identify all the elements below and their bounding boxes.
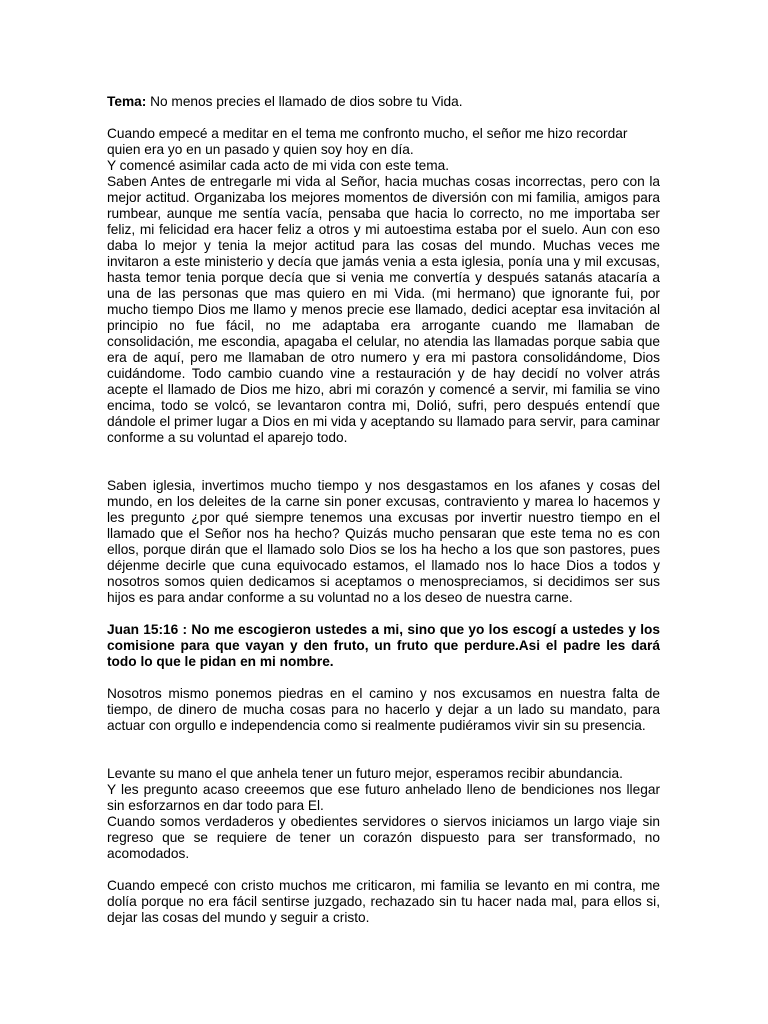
paragraph-4-line-3: Cuando somos verdaderos y obedientes servidores o siervos iniciamos un largo viaje sin regreso que se requiere de tener un corazón dispuesto para ser transformado, no acomodados. xyxy=(107,814,660,861)
paragraph-2: Saben iglesia, invertimos mucho tiempo y nos desgastamos en los afanes y cosas del mundo, en los deleites de la carne sin poner excusas, contraviento y marea lo hacemos y les pregunto ¿por qué siempre tenemos una excusas por invertir nuestro tiempo en el llamado que el Señor nos ha hecho? Quizás mucho pensaran que este tema no es con ellos, porque dirán que el llamado solo Dios se los ha hecho a los que son pastores, pues déjenme decirle que cuna equivocado estamos, el llamado nos lo hace Dios a todos y nosotros somos quien dedicamos si aceptamos o menospreciamos, si decidimos ser sus hijos es para andar conforme a su voluntad no a los deseo de nuestra carne. xyxy=(107,478,660,605)
title-label: Tema: xyxy=(107,94,147,109)
title-text: No menos precies el llamado de dios sobre tu Vida. xyxy=(146,94,463,109)
paragraph-1-line-3: Saben Antes de entregarle mi vida al Señor, hacia muchas cosas incorrectas, pero con la mejor actitud. Organizaba los mejores momentos de diversión con mi familia, amigos para rumbear, aunque me sentía vacía, pensaba que hacia lo correcto, no me importaba ser feliz, mi felicidad era hacer feliz a otros y mi autoestima estaba por el suelo. Aun con eso daba lo mejor y tenia la mejor actitud para las cosas del mundo. Muchas veces me invitaron a este ministerio y decía que jamás venia a esta iglesia, ponía una y mil excusas, hasta temor tenia porque decía que si venia me convertía y después satanás atacaría a una de las personas que mas quiero en mi Vida. (mi hermano) que ignorante fui, por mucho tiempo Dios me llamo y menos precie ese llamado, dedici aceptar esa invitación al principio no fue fácil, no me adaptaba era arrogante cuando me llamaban de consolidación, me escondia, apagaba el celular, no atendia las llamadas porque sabia que era de aquí, pero me llamaban de otro numero y era mi pastora consolidándome, Dios cuidándome. Todo cambio cuando vine a restauración y de hay decidí no volver atrás acepte el llamado de Dios me hizo, abri mi corazón y comencé a servir, mi familia se vino encima, todo se volcó, se levantaron contra mi, Dolió, sufri, pero después entendí que dándole el primer lugar a Dios en mi vida y aceptando su llamado para servir, para caminar conforme a su voluntad el aparejo todo. xyxy=(107,174,660,445)
paragraph-1-line-2: Y comencé asimilar cada acto de mi vida con este tema. xyxy=(107,158,450,173)
document-title xyxy=(107,94,660,110)
paragraph-1-line-1: Cuando empecé a meditar en el tema me confronto mucho, el señor me hizo recordar quien era yo en un pasado y quien soy hoy en día. xyxy=(107,126,628,157)
paragraph-3: Nosotros mismo ponemos piedras en el camino y nos excusamos en nuestra falta de tiempo, de dinero de mucha cosas para no hacerlo y dejar a un lado su mandato, para actuar con orgullo e independencia como si realmente pudiéramos vivir sin su presencia. xyxy=(107,686,660,733)
paragraph-5: Cuando empecé con cristo muchos me criticaron, mi familia se levanto en mi contra, me dolía porque no era fácil sentirse juzgado, rechazado sin tu hacer nada mal, para ellos si, dejar las cosas del mundo y seguir a cristo. xyxy=(107,878,660,925)
document-page xyxy=(107,94,660,926)
bible-verse: Juan 15:16 : No me escogieron ustedes a mi, sino que yo los escogí a ustedes y los comisione para que vayan y den fruto, un fruto que perdure.Asi el padre les dará todo lo que le pidan en mi nombre. xyxy=(107,622,660,669)
paragraph-4-line-1: Levante su mano el que anhela tener un futuro mejor, esperamos recibir abundancia. xyxy=(107,766,623,781)
paragraph-4-line-2: Y les pregunto acaso creeemos que ese futuro anhelado lleno de bendiciones nos llegar sin esforzarnos en dar todo para El. xyxy=(107,782,660,813)
